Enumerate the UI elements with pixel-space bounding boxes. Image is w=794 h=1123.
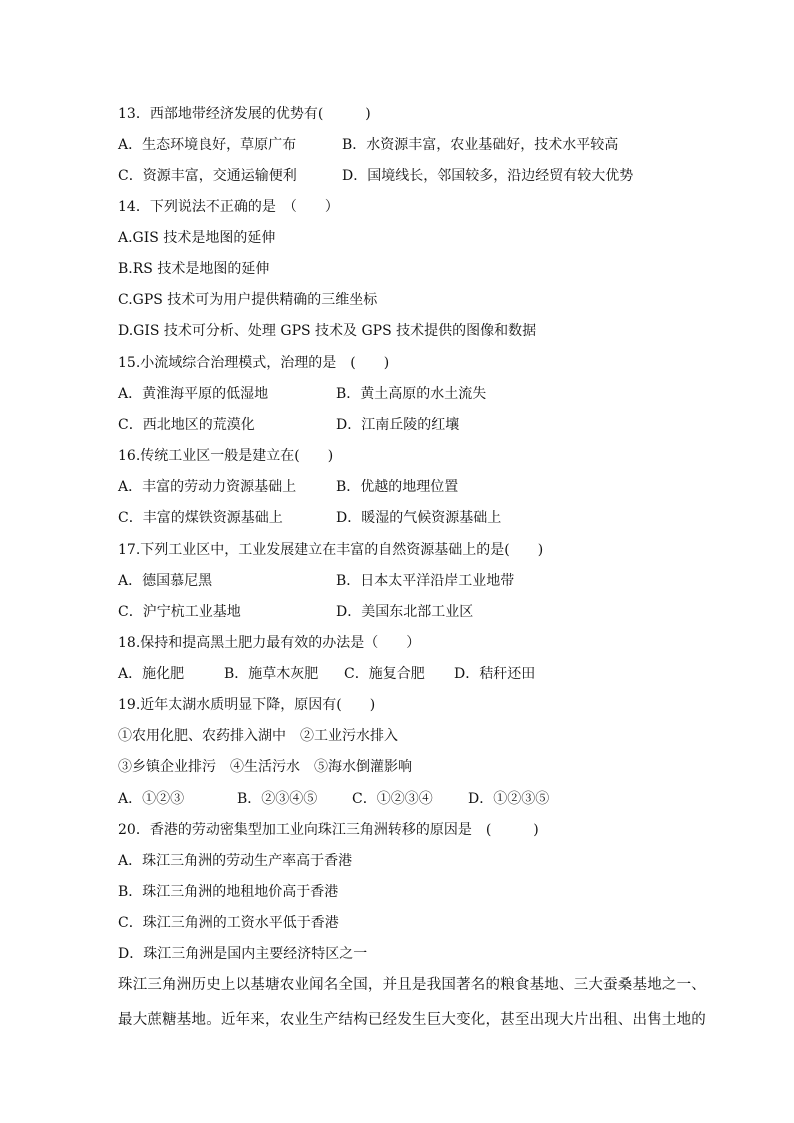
q19-option-a: A．①②③ <box>118 791 185 807</box>
passage-line-2: 最大蔗糖基地。近年来，农业生产结构已经发生巨大变化，甚至出现大片出租、出售土地的 <box>118 1012 706 1028</box>
q18-stem: 18.保持和提高黑土肥力最有效的办法是（ ） <box>118 635 421 651</box>
q13-option-b: B．水资源丰富，农业基础好，技术水平较高 <box>342 137 619 153</box>
q17-stem: 17.下列工业区中，工业发展建立在丰富的自然资源基础上的是( ) <box>118 542 544 558</box>
q15-stem: 15.小流域综合治理模式，治理的是 ( ) <box>118 355 390 371</box>
q18-option-d: D．秸秆还田 <box>454 666 536 682</box>
q14-stem: 14．下列说法不正确的是 （ ） <box>118 199 339 215</box>
q14-option-b: B.RS 技术是地图的延伸 <box>118 261 270 277</box>
q15-option-d: D．江南丘陵的红壤 <box>336 417 460 433</box>
q17-option-a: A．德国慕尼黑 <box>118 573 213 589</box>
q16-option-c: C．丰富的煤铁资源基础上 <box>118 510 283 526</box>
q20-option-c: C．珠江三角洲的工资水平低于香港 <box>118 915 339 931</box>
q13-stem: 13．西部地带经济发展的优势有( ) <box>118 106 371 122</box>
q20-option-d: D．珠江三角洲是国内主要经济特区之一 <box>118 946 368 962</box>
q14-option-d: D.GIS 技术可分析、处理 GPS 技术及 GPS 技术提供的图像和数据 <box>118 323 537 339</box>
q13-option-d: D．国境线长，邻国较多，沿边经贸有较大优势 <box>342 168 634 184</box>
q17-option-d: D．美国东北部工业区 <box>336 604 474 620</box>
q13-option-a: A．生态环境良好，草原广布 <box>118 137 297 153</box>
q19-items-line-1: ①农用化肥、农药排入湖中 ②工业污水排入 <box>118 728 398 744</box>
q15-option-a: A．黄淮海平原的低湿地 <box>118 386 269 402</box>
q18-option-c: C．施复合肥 <box>344 666 425 682</box>
q20-stem: 20．香港的劳动密集型加工业向珠江三角洲转移的原因是 ( ) <box>118 822 539 838</box>
q19-option-d: D．①②③⑤ <box>468 791 550 807</box>
q20-option-a: A．珠江三角洲的劳动生产率高于香港 <box>118 853 353 869</box>
q19-option-b: B．②③④⑤ <box>237 791 318 807</box>
q14-option-a: A.GIS 技术是地图的延伸 <box>118 230 276 246</box>
q17-option-c: C．沪宁杭工业基地 <box>118 604 241 620</box>
q19-option-c: C．①②③④ <box>352 791 433 807</box>
q15-option-b: B．黄土高原的水土流失 <box>336 386 487 402</box>
q19-stem: 19.近年太湖水质明显下降，原因有( ) <box>118 697 376 713</box>
q18-option-a: A．施化肥 <box>118 666 185 682</box>
q20-option-b: B．珠江三角洲的地租地价高于香港 <box>118 884 339 900</box>
q16-stem: 16.传统工业区一般是建立在( ) <box>118 448 334 464</box>
q13-option-c: C．资源丰富，交通运输便利 <box>118 168 297 184</box>
q16-option-d: D．暖湿的气候资源基础上 <box>336 510 502 526</box>
q15-option-c: C．西北地区的荒漠化 <box>118 417 255 433</box>
passage-line-1: 珠江三角洲历史上以基塘农业闻名全国，并且是我国著名的粮食基地、三大蚕桑基地之一、 <box>118 977 706 993</box>
q19-items-line-2: ③乡镇企业排污 ④生活污水 ⑤海水倒灌影响 <box>118 759 412 775</box>
q14-option-c: C.GPS 技术可为用户提供精确的三维坐标 <box>118 292 378 308</box>
q16-option-a: A．丰富的劳动力资源基础上 <box>118 479 297 495</box>
q18-option-b: B．施草木灰肥 <box>224 666 319 682</box>
q16-option-b: B．优越的地理位置 <box>336 479 459 495</box>
q17-option-b: B．日本太平洋沿岸工业地带 <box>336 573 515 589</box>
